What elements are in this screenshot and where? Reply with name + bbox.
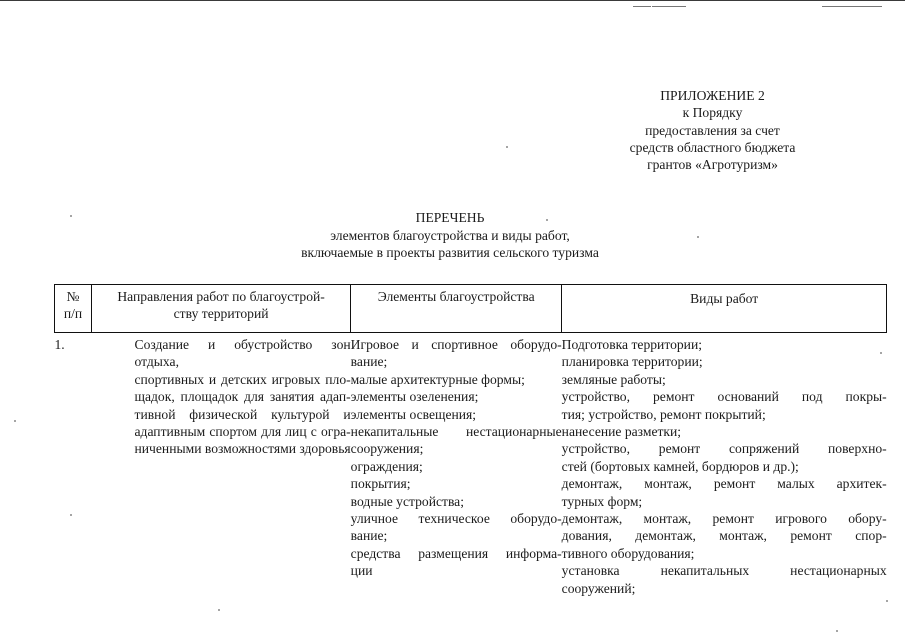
scan-speck xyxy=(506,146,508,148)
works-line: турных форм; xyxy=(561,493,643,509)
works-line: демонтаж, монтаж, ремонт малых архитек- xyxy=(561,476,887,492)
appendix-line: ПРИЛОЖЕНИЕ 2 xyxy=(660,88,765,103)
works-line: дования, демонтаж, монтаж, ремонт спор- xyxy=(561,528,887,544)
appendix-line: средств областного бюджета xyxy=(629,139,796,155)
header-num-line: № xyxy=(66,289,80,304)
works-line: тивного оборудования; xyxy=(561,545,695,561)
row-direction xyxy=(92,333,351,598)
header-direction-line: Направления работ по благоустрой- xyxy=(117,289,325,304)
header-elements xyxy=(351,285,562,333)
appendix-block xyxy=(600,87,825,173)
works-line: земляные работы; xyxy=(561,371,666,387)
direction-line: спортивных и детских игровых пло- xyxy=(134,371,351,387)
elements-line: элементы освещения; xyxy=(350,406,477,422)
appendix-line: грантов «Агротуризм» xyxy=(647,157,778,173)
direction-line: тивной физической культурой и xyxy=(134,406,351,422)
title-heading: ПЕРЕЧЕНЬ xyxy=(415,210,485,225)
scan-speck xyxy=(14,420,16,422)
works-table xyxy=(54,284,887,597)
header-elements-line: Элементы благоустройства xyxy=(377,289,535,304)
title-subtitle-line: элементов благоустройства и виды работ, xyxy=(330,227,570,243)
works-line: планировка территории; xyxy=(561,354,703,370)
elements-line: вание; xyxy=(350,354,388,370)
elements-line: сооружения; xyxy=(350,441,424,457)
elements-line: ции xyxy=(350,563,373,579)
direction-line: Создание и обустройство зон отдыха, xyxy=(134,337,351,370)
title-subtitle-line: включаемые в проекты развития сельского туризма xyxy=(301,245,599,260)
header-direction-line: ству территорий xyxy=(173,306,269,321)
direction-line: ниченными возможностями здоровья xyxy=(134,441,351,457)
elements-line: средства размещения информа- xyxy=(350,545,562,561)
header-works-line: Виды работ xyxy=(690,291,759,306)
row-elements xyxy=(351,333,562,598)
elements-line: малые архитектурные формы; xyxy=(350,371,525,387)
elements-line: некапитальные нестационарные xyxy=(350,424,562,440)
appendix-line: к Порядку xyxy=(682,105,743,121)
works-line: Подготовка территории; xyxy=(561,337,702,352)
works-line: установка некапитальных нестационарных xyxy=(561,563,887,579)
elements-line: вание; xyxy=(350,528,388,544)
header-num xyxy=(55,285,92,333)
scan-speck xyxy=(836,630,838,632)
header-direction xyxy=(92,285,351,333)
header-num-line: п/п xyxy=(63,306,83,321)
scan-speck xyxy=(70,514,72,516)
works-line: тия; устройство, ремонт покрытий; xyxy=(561,406,766,422)
scan-artifact xyxy=(633,6,651,7)
scan-top-border xyxy=(0,0,905,1)
row-number xyxy=(55,333,92,598)
elements-line: покрытия; xyxy=(350,476,411,492)
table-row xyxy=(55,333,887,598)
scan-speck xyxy=(546,219,548,221)
scan-speck xyxy=(697,236,699,238)
works-line: нанесение разметки; xyxy=(561,424,682,440)
elements-line: элементы озеленения; xyxy=(350,389,479,405)
direction-line: щадок, площадок для занятия адап- xyxy=(134,389,351,405)
header-works xyxy=(562,285,887,333)
elements-line: водные устройства; xyxy=(350,493,464,509)
scan-speck xyxy=(880,352,882,354)
row-works xyxy=(562,333,887,598)
scan-speck xyxy=(218,609,220,611)
direction-line: адаптивным спортом для лиц с огра- xyxy=(134,424,351,440)
works-line: демонтаж, монтаж, ремонт игрового обору- xyxy=(561,511,887,527)
scan-artifact xyxy=(652,6,686,7)
works-line: устройство, ремонт сопряжений поверхно- xyxy=(561,441,887,457)
scan-artifact xyxy=(822,6,882,7)
scan-speck xyxy=(886,600,888,602)
appendix-line: предоставления за счет xyxy=(645,122,780,138)
works-line: стей (бортовых камней, бордюров и др.); xyxy=(561,458,799,474)
works-line: устройство, ремонт оснований под покры- xyxy=(561,389,887,405)
elements-line: Игровое и спортивное оборудо- xyxy=(350,337,562,352)
table-header-row xyxy=(55,285,887,333)
elements-line: ограждения; xyxy=(350,458,423,474)
works-line: сооружений; xyxy=(561,580,636,596)
scan-speck xyxy=(70,215,72,217)
elements-line: уличное техническое оборудо- xyxy=(350,511,562,527)
row-number-text: 1. xyxy=(54,337,65,352)
document-title xyxy=(230,209,670,262)
